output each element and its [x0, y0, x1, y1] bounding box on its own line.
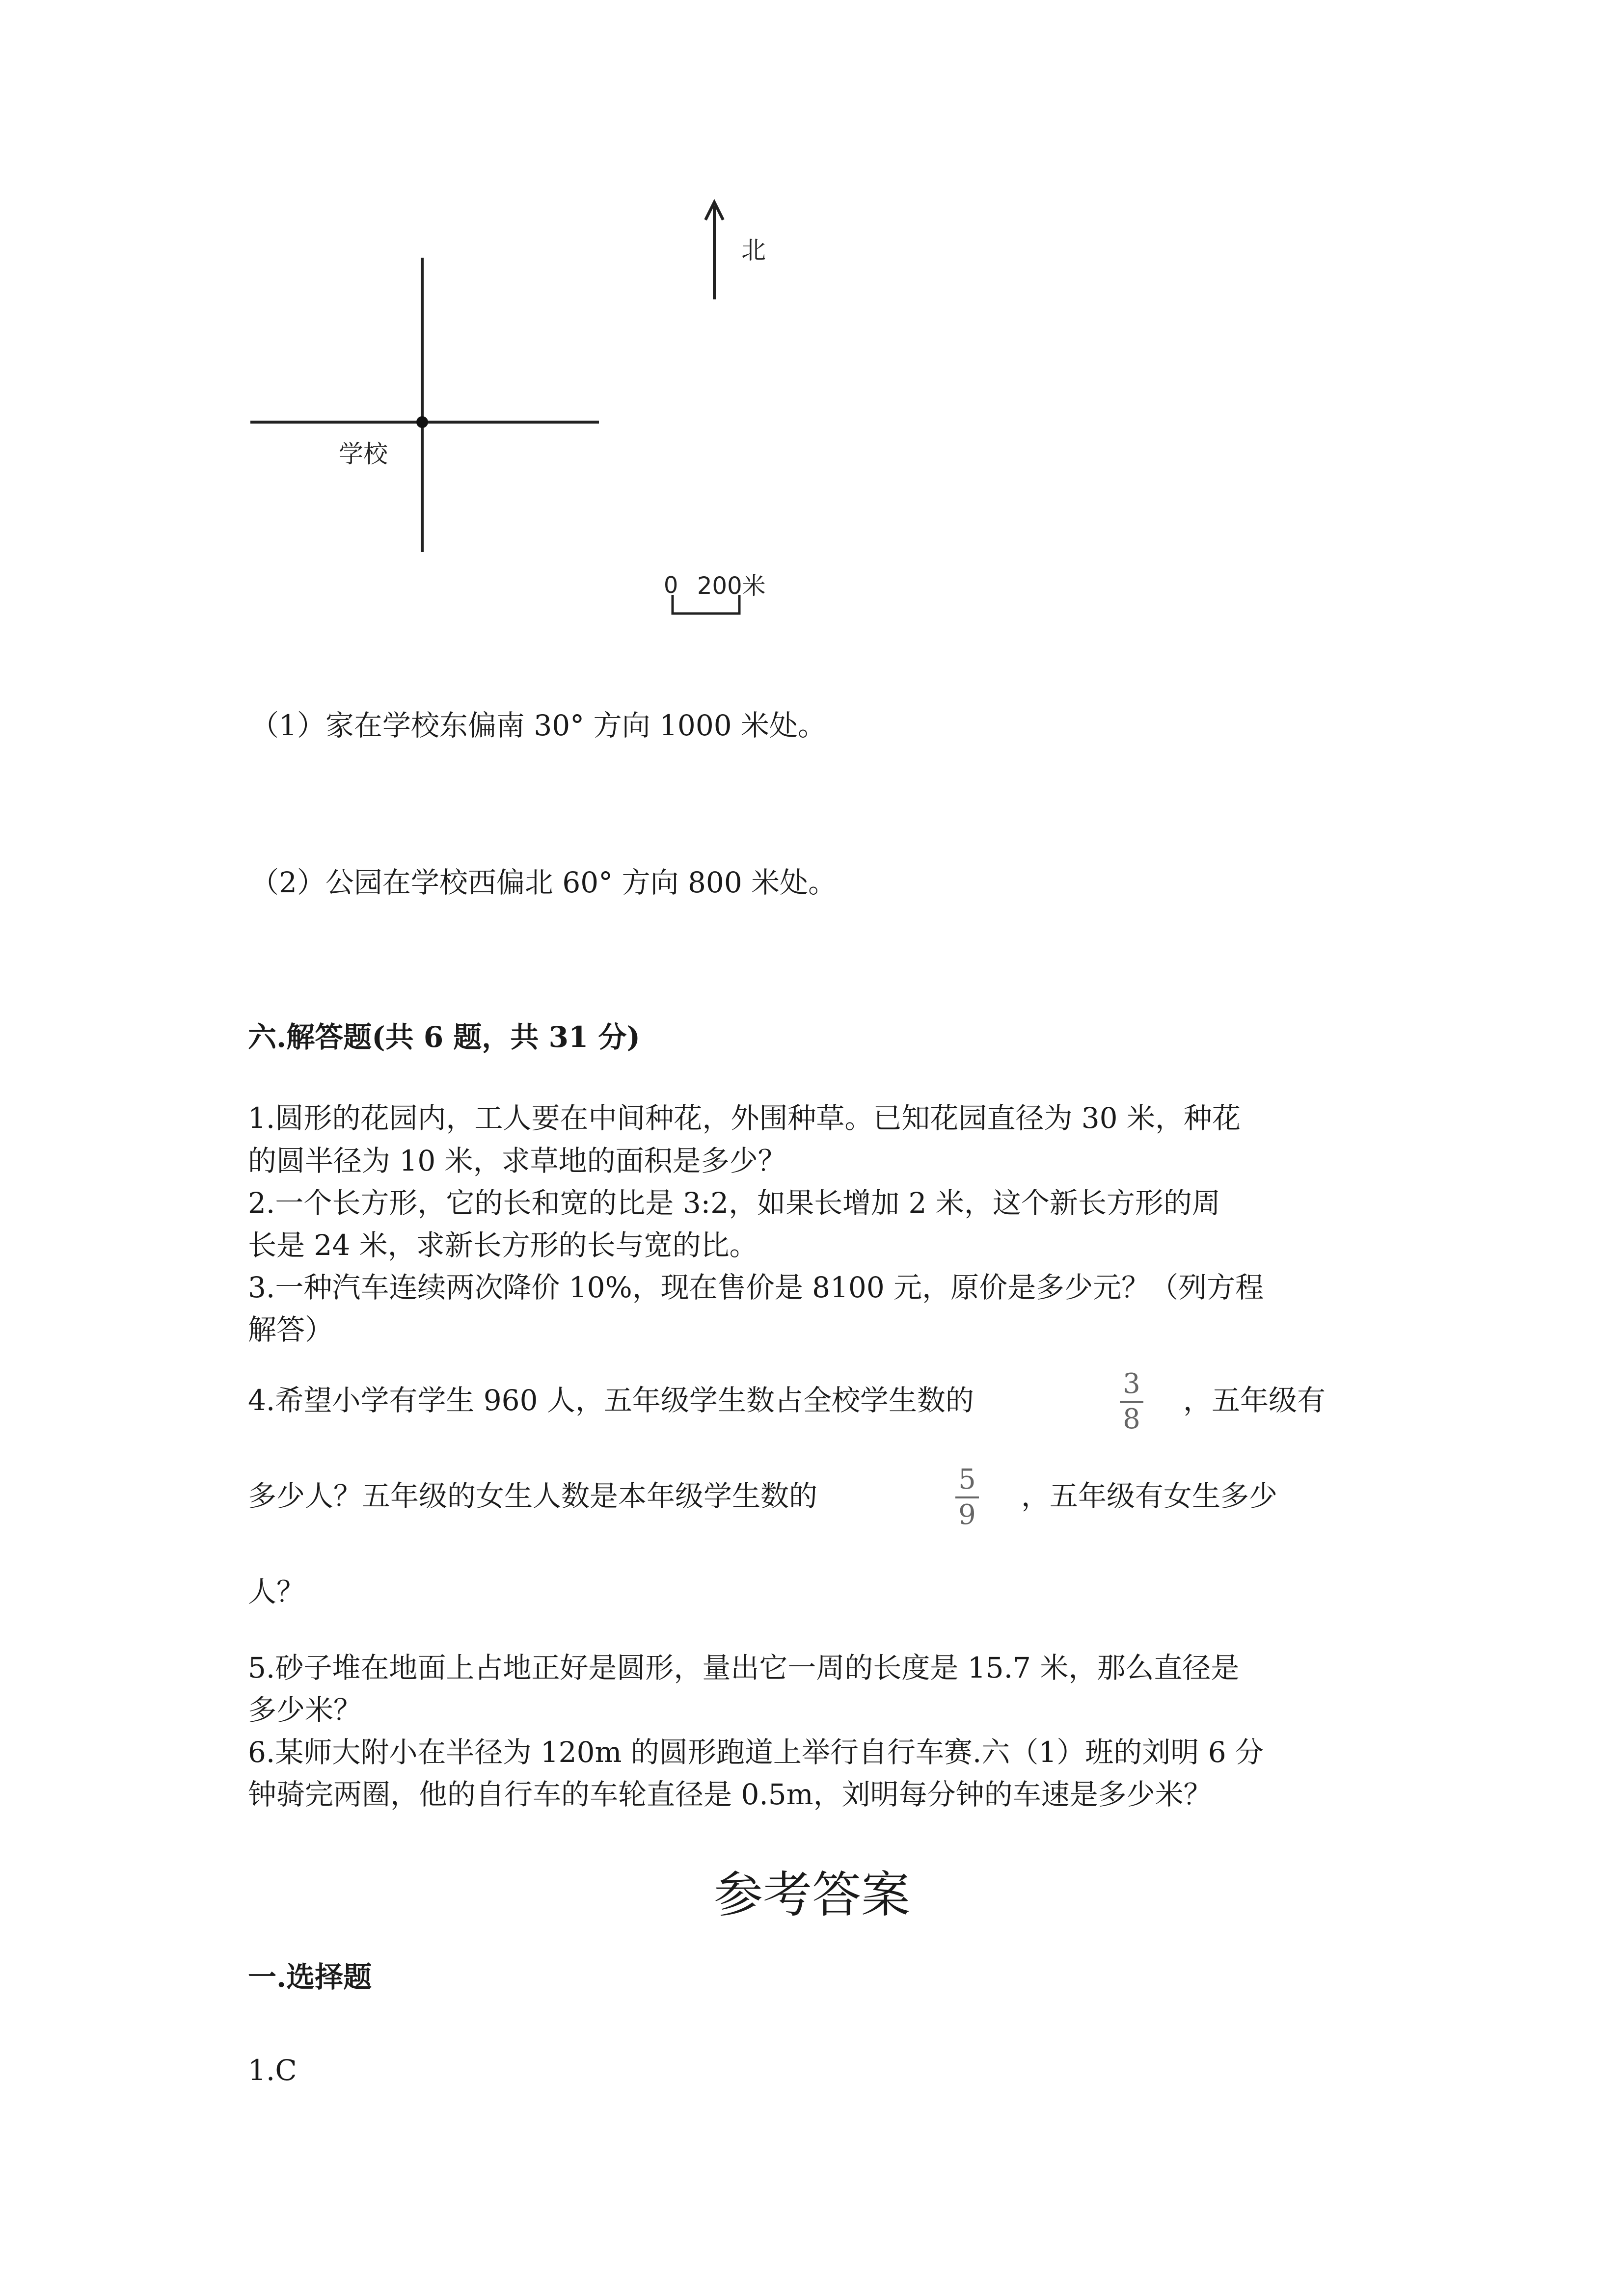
question-park-location: （2）公园在学校西偏北 60° 方向 800 米处。: [250, 866, 837, 899]
q1-line1: 1.圆形的花园内，工人要在中间种花，外围种草。已知花园直径为 30 米，种花: [248, 1101, 1241, 1135]
q2-line1: 2.一个长方形，它的长和宽的比是 3:2，如果长增加 2 米，这个新长方形的周: [248, 1186, 1220, 1220]
q4-part4: ，五年级有女生多少: [1021, 1479, 1278, 1513]
answers-section1-title: 一.选择题: [248, 1960, 372, 1994]
q5-line2: 多少米？: [248, 1693, 362, 1727]
school-point: [416, 416, 428, 428]
direction-diagram: [0, 0, 1624, 687]
fraction1-numerator: 3: [1123, 1368, 1140, 1400]
section6-title: 六.解答题(共 6 题，共 31 分): [248, 1020, 640, 1054]
question-home-location: （1）家在学校东偏南 30° 方向 1000 米处。: [250, 709, 827, 742]
answer-1: 1.C: [248, 2054, 297, 2087]
q1-line2: 的圆半径为 10 米，求草地的面积是多少？: [248, 1144, 786, 1177]
q4-part5: 人？: [248, 1575, 305, 1608]
fraction-three-eighths: [1117, 1369, 1146, 1434]
q4-part2: ，五年级有: [1183, 1384, 1326, 1417]
q6-line1: 6.某师大附小在半径为 120m 的圆形跑道上举行自行车赛.六（1）班的刘明 6 分: [248, 1735, 1264, 1769]
q6-line2: 钟骑完两圈，他的自行车的车轮直径是 0.5m，刘明每分钟的车速是多少米？: [248, 1778, 1212, 1811]
answers-title: 参考答案: [714, 1866, 910, 1923]
q2-line2: 长是 24 米，求新长方形的长与宽的比。: [248, 1228, 758, 1262]
fraction1-bar: [1120, 1401, 1143, 1403]
scale-zero-label: 0: [664, 572, 678, 598]
fraction2-bar: [955, 1496, 979, 1498]
q5-line1: 5.砂子堆在地面上占地正好是圆形，量出它一周的长度是 15.7 米，那么直径是: [248, 1651, 1240, 1684]
fraction2-denominator: 9: [958, 1499, 976, 1531]
school-label: 学校: [339, 440, 388, 468]
fraction2-numerator: 5: [958, 1464, 976, 1495]
fraction1-denominator: 8: [1123, 1403, 1140, 1435]
north-label: 北: [741, 236, 766, 265]
q3-line1: 3.一种汽车连续两次降价 10%，现在售价是 8100 元，原价是多少元？（列方程: [248, 1271, 1264, 1304]
scale-distance-label: 200米: [697, 572, 766, 600]
fraction-five-ninths: [952, 1465, 982, 1530]
q4-part1: 4.希望小学有学生 960 人，五年级学生数占全校学生数的: [248, 1384, 974, 1417]
q4-part3: 多少人？五年级的女生人数是本年级学生数的: [248, 1479, 818, 1513]
q3-line2: 解答）: [248, 1313, 334, 1346]
